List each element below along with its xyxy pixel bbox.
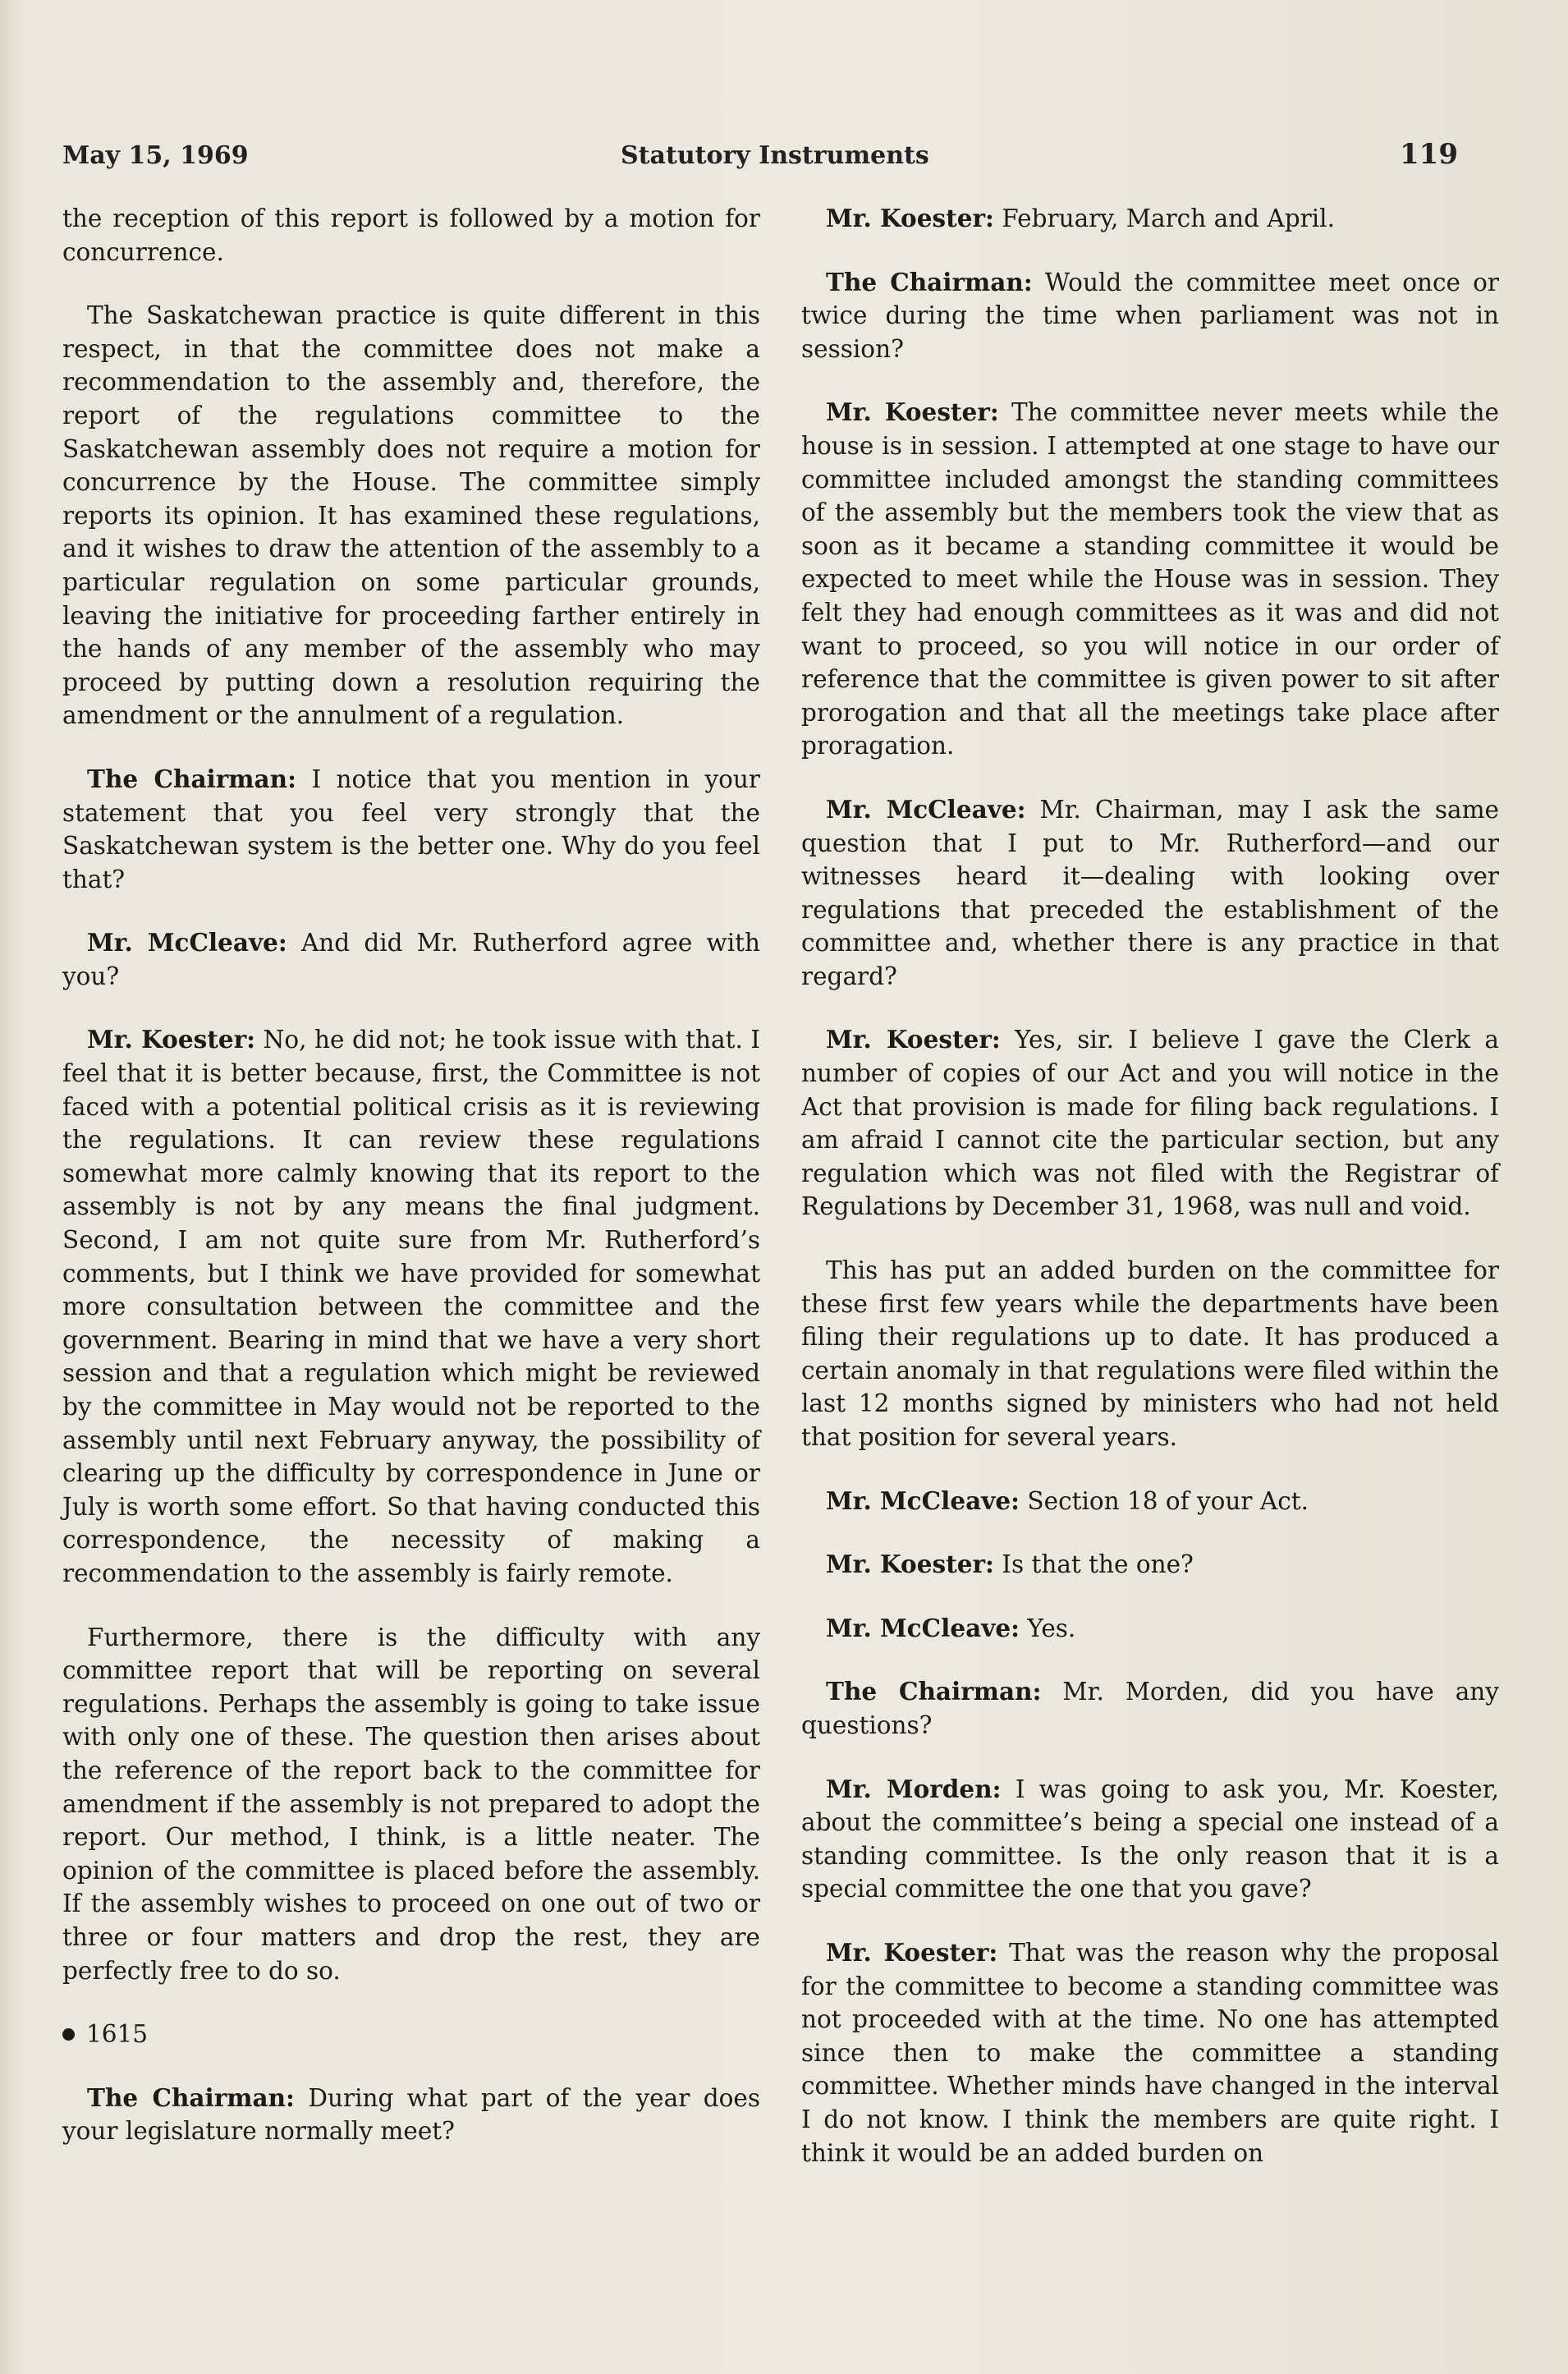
paragraph-text: Furthermore, there is the difficulty with any committee report that will be reporting on several regulations. Perhaps the assembly is going to take issue with only one of these. The question then arises about the reference of the report back to the committee for amendment if the assembly is not prepared to adopt the report. Our method, I think, is a little neater. The opinion of the committee is placed before the assembly. If the assembly wishes to proceed on one out of two or three or four matters and drop the rest, they are perfectly free to do so. — [62, 1623, 760, 1985]
paragraph-text: February, March and April. — [1002, 204, 1335, 232]
paragraph-text: I notice that you mention in your statement that you feel very strongly that the Saskatchewan system is the better one. Why do you feel that? — [62, 765, 760, 893]
paragraph-text: That was the reason why the proposal for the committee to become a standing committee was not proceeded with at the time. No one has attempted since then to make the committee a standing committee. Whether minds have changed in the interval I do not know. I think the members are quite right. I think it would be an added burden on — [801, 1938, 1499, 2167]
speaker-name: The Chairman: — [87, 2082, 295, 2112]
paragraph-text: Is that the one? — [1002, 1550, 1194, 1579]
header-title: Statutory Instruments — [621, 141, 929, 170]
paragraph-text: And did Mr. Rutherford agree with you? — [62, 929, 760, 990]
speech-paragraph — [801, 1936, 1499, 2170]
speech-paragraph — [801, 1612, 1499, 1646]
paragraph-text: Section 18 of your Act. — [1027, 1486, 1309, 1515]
speaker-name: Mr. Koester: — [826, 1937, 998, 1967]
right-column — [801, 202, 1499, 2200]
text-paragraph — [801, 1254, 1499, 1454]
speaker-name: Mr. Koester: — [826, 397, 999, 427]
speech-paragraph — [801, 1023, 1499, 1224]
speaker-name: Mr. McCleave: — [826, 1485, 1020, 1515]
paragraph-text: the reception of this report is followed by a motion for concurrence. — [62, 204, 760, 266]
paragraph-text: Yes, sir. I believe I gave the Clerk a number of copies of our Act and you will notice in the Act that provision is made for filing back regulations. I am afraid I cannot cite the particular section, but any regulation which was not filed with the Registrar of Regulations by December 31, 1968, was null and void. — [801, 1026, 1499, 1221]
paragraph-text: I was going to ask you, Mr. Koester, about the committee’s being a special one instead of a standing committee. Is the only reason that it is a special committee the one that you gave? — [801, 1775, 1499, 1903]
speaker-name: The Chairman: — [826, 267, 1033, 296]
speaker-name: Mr. Koester: — [87, 1025, 256, 1054]
speech-paragraph — [62, 763, 760, 896]
speaker-name: The Chairman: — [826, 1677, 1042, 1706]
paragraph-text: During what part of the year does your legislature normally meet? — [62, 2083, 760, 2146]
text-paragraph — [62, 202, 760, 269]
bullet-icon — [62, 2028, 75, 2041]
speech-paragraph — [801, 1773, 1499, 1906]
speech-paragraph — [801, 396, 1499, 763]
header-date: May 15, 1969 — [62, 141, 249, 170]
speech-paragraph — [62, 926, 760, 993]
running-head — [62, 138, 1458, 179]
speaker-name: The Chairman: — [87, 764, 296, 793]
speaker-name: Mr. Koester: — [826, 1025, 1001, 1054]
speech-paragraph — [801, 266, 1499, 366]
paragraph-text: This has put an added burden on the committee for these first few years while the departments have been filing their regulations up to date. It has produced a certain anomaly in that regulations were filed within the last 12 months signed by ministers who had not held that position for several years. — [801, 1256, 1499, 1451]
speech-paragraph — [801, 793, 1499, 994]
left-column — [62, 202, 760, 2179]
page-number: 119 — [1400, 138, 1458, 171]
time-marker-text: 1615 — [86, 2020, 149, 2049]
speaker-name: Mr. McCleave: — [87, 928, 287, 957]
paragraph-text: The Saskatchewan practice is quite different in this respect, in that the committee does not make a recommendation to the assembly and, therefore, the report of the regulations committee to the Saskatchewan assembly does not require a motion for concurrence by the House. The committee simply reports its opinion. It has examined these regulations, and it wishes to draw the attention of the assembly to a particular regulation on some particular grounds, leaving the initiative for proceeding farther entirely in the hands of any member of the assembly who may proceed by putting down a resolution requiring the amendment or the annulment of a regulation. — [62, 301, 760, 730]
speech-paragraph — [801, 1675, 1499, 1742]
time-marker — [62, 2018, 760, 2051]
speaker-name: Mr. McCleave: — [826, 1613, 1020, 1642]
text-paragraph — [62, 299, 760, 732]
speech-paragraph — [801, 1485, 1499, 1518]
speech-paragraph — [62, 1023, 760, 1590]
speaker-name: Mr. Koester: — [826, 1550, 994, 1579]
paragraph-text: No, he did not; he took issue with that. I feel that it is better because, first, the Committee is not faced with a potential political crisis as it is reviewing the regulations. It can review these regulations somewhat more calmly knowing that its report to the assembly is not by any means the final judgment. Second, I am not quite sure from Mr. Rutherford’s comments, but I think we have provided for somewhat more consultation between the committee and the government. Bearing in mind that we have a very short session and that a regulation which might be reviewed by the committee in May would not be reported to the assembly until next February anyway, the possibility of clearing up the difficulty by correspondence in June or July is worth some effort. So that having conducted this correspondence, the necessity of making a recommendation to the assembly is fairly remote. — [62, 1026, 760, 1587]
speech-paragraph — [801, 202, 1499, 236]
paragraph-text: Mr. Chairman, may I ask the same question that I put to Mr. Rutherford—and our witnesses heard it—dealing with looking over regulations that preceded the establishment of the committee and, whether there is any practice in that regard? — [801, 795, 1499, 990]
speaker-name: Mr. McCleave: — [826, 794, 1026, 824]
paragraph-text: Yes. — [1027, 1614, 1076, 1642]
speaker-name: Mr. Koester: — [826, 204, 994, 232]
speech-paragraph — [801, 1548, 1499, 1582]
speaker-name: Mr. Morden: — [826, 1774, 1002, 1803]
speech-paragraph — [62, 2082, 760, 2148]
paragraph-text: The committee never meets while the house is in session. I attempted at one stage to have our committee included amongst the standing committees of the assembly but the members took the view that as soon as it became a standing committee it would be expected to meet while the House was in session. They felt they had enough committees as it was and did not want to proceed, so you will notice in our order of reference that the committee is given power to sit after prorogation and that all the meetings take place after proragation. — [801, 398, 1499, 760]
text-paragraph — [62, 1621, 760, 1988]
paragraph-text: Mr. Morden, did you have any questions? — [801, 1678, 1499, 1739]
paragraph-text: Would the committee meet once or twice during the time when parliament was not in session? — [801, 268, 1499, 363]
